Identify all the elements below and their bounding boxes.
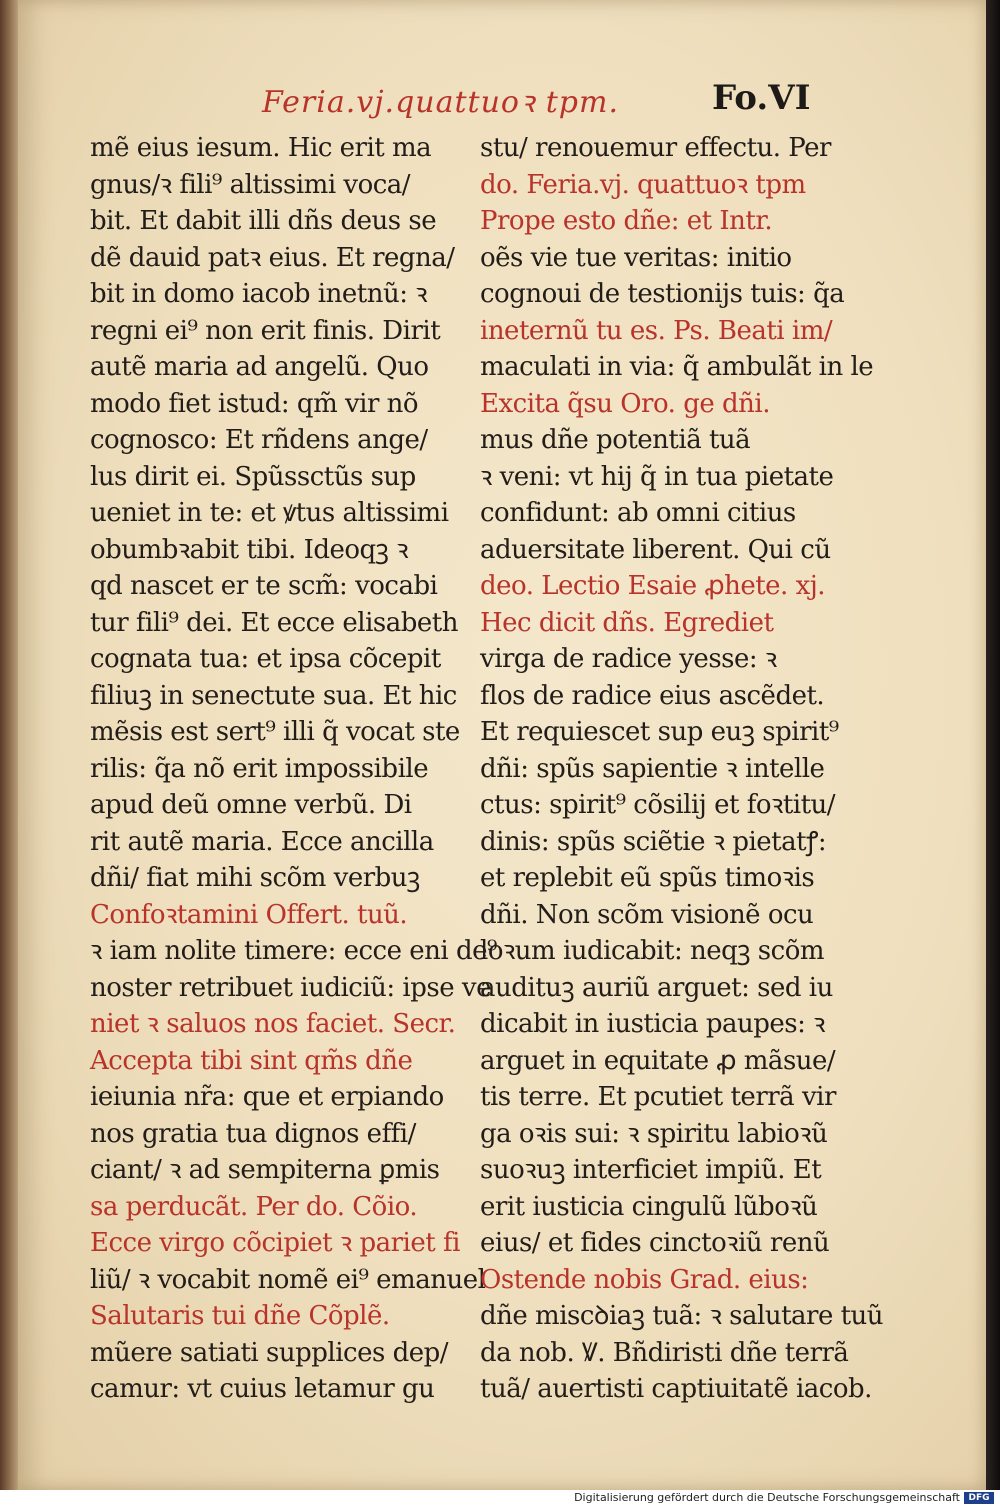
right-column-text-line: dinis: spũs sciẽtie ꝛ pietatꝭ:	[480, 826, 827, 857]
left-column-text-line: camur: vt cuius letamur gu	[90, 1374, 435, 1404]
right-column-text-line: suoꝛuꝫ interficiet impiũ. Et	[480, 1155, 822, 1185]
right-column-text-line: da nob. Ꝟ. Bñdiristi dñe terrã	[480, 1337, 849, 1368]
right-column-text-line: Excita q̃su Oro. ge dñi.	[480, 388, 770, 419]
right-column-text-line: loꝛum iudicabit: neqꝫ scõm	[480, 936, 825, 966]
left-column-text-line: rilis: q̃a nõ erit impossibile	[90, 753, 429, 784]
right-column-text-line: arguet in equitate ꝓ mãsue/	[480, 1045, 836, 1076]
running-header-rubric: Feria.vj.quattuoꝛ tpm.	[262, 85, 619, 120]
right-column-text-line: dñe miscꝺiaꝫ tuã: ꝛ salutare tuũ	[480, 1301, 884, 1331]
left-column-text-line: bit. Et dabit illi dñs deus se	[90, 206, 437, 236]
left-column-text-line: lus dirit ei. Spũssctũs sup	[90, 461, 416, 492]
left-column-text-line: sa perducãt. Per do. Cõio.	[90, 1191, 418, 1222]
right-column-text-line: erit iusticia cingulũ lũboꝛũ	[480, 1191, 818, 1222]
folio-number: Fo.VI	[712, 78, 811, 118]
right-column-text-line: ineternũ tu es. Ps. Beati im/	[480, 315, 833, 346]
left-column-text-line: tur fili⁹ dei. Et ecce elisabeth	[90, 607, 458, 638]
right-column-text-line: dicabit in iusticia paupes: ꝛ	[480, 1009, 825, 1039]
left-column-text-line: liũ/ ꝛ vocabit nomẽ ei⁹ emanuel	[90, 1264, 486, 1295]
right-column-text-line: confidunt: ab omni citius	[480, 498, 796, 528]
right-column-text-line: dñi. Non scõm visionẽ ocu	[480, 899, 814, 930]
dfg-logo: DFG	[964, 1492, 994, 1504]
right-column-text-line: audituꝫ auriũ arguet: sed iu	[480, 972, 833, 1003]
right-column-text-line: tuã/ auertisti captiuitatẽ iacob.	[480, 1374, 872, 1404]
left-column-text-line: ieiunia nr̃a: que et erpiando	[90, 1082, 444, 1112]
left-column-text-line: cognosco: Et rñdens ange/	[90, 425, 428, 455]
left-column-text-line: qd nascet er te scm̃: vocabi	[90, 571, 438, 601]
right-column-text-line: et replebit eũ spũs timoꝛis	[480, 863, 815, 893]
left-column-text-line: dñi/ fiat mihi scõm verbuꝫ	[90, 863, 420, 893]
left-column-text-line: ciant/ ꝛ ad sempiterna ꝑmis	[90, 1155, 440, 1185]
left-column-text-line: Accepta tibi sint qm̃s dñe	[90, 1045, 413, 1076]
right-column-text-line: Hec dicit dñs. Egrediet	[480, 607, 774, 638]
left-column-text-line: Confoꝛtamini Offert. tuũ.	[90, 899, 408, 930]
left-column-text-line: mũere satiati supplices dep/	[90, 1337, 448, 1368]
left-column-text-line: autẽ maria ad angelũ. Quo	[90, 352, 429, 382]
left-column-text-line: gnus/ꝛ fili⁹ altissimi voca/	[90, 169, 411, 200]
right-column-text-line: do. Feria.vj. quattuoꝛ tpm	[480, 169, 806, 200]
right-text-column	[480, 130, 884, 1408]
right-column-text-line: oẽs vie tue veritas: initio	[480, 242, 792, 273]
right-column-text-line: maculati in via: q̃ ambulãt in le	[480, 352, 874, 382]
left-column-text-line: regni ei⁹ non erit finis. Dirit	[90, 315, 441, 346]
left-column-text-line: nos gratia tua dignos effi/	[90, 1118, 416, 1149]
left-column-text-line: noster retribuet iudiciũ: ipse ve	[90, 972, 491, 1003]
left-column-text-line: mẽ eius iesum. Hic erit ma	[90, 133, 432, 163]
left-column-text-line: modo fiet istud: qm̃ vir nõ	[90, 388, 419, 419]
right-column-text-line: eius/ et fides cinctoꝛiũ renũ	[480, 1228, 830, 1258]
left-column-text-line: ueniet in te: et ꝟtus altissimi	[90, 498, 449, 528]
right-column-text-line: aduersitate liberent. Qui cũ	[480, 534, 831, 565]
right-column-text-line: cognoui de testionijs tuis: q̃a	[480, 279, 845, 309]
right-column-text-line: dñi: spũs sapientie ꝛ intelle	[480, 753, 825, 784]
left-column-text-line: ꝛ iam nolite timere: ecce eni de⁹	[90, 936, 497, 966]
right-background-edge	[986, 0, 1000, 1490]
right-column-text-line: tis terre. Et pcutiet terrã vir	[480, 1082, 836, 1112]
left-column-text-line: dẽ dauid patꝛ eius. Et regna/	[90, 242, 455, 273]
right-column-text-line: flos de radice eius ascẽdet.	[480, 680, 825, 711]
right-column-text-line: Ostende nobis Grad. eius:	[480, 1264, 809, 1295]
digitization-credit: Digitalisierung gefördert durch die Deutsche Forschungsgemeinschaft	[574, 1491, 960, 1504]
right-column-text-line: ga oꝛis sui: ꝛ spiritu labioꝛũ	[480, 1118, 828, 1149]
right-column-text-line: stu/ renouemur effectu. Per	[480, 133, 831, 163]
left-column-text-line: Salutaris tui dñe Cõplẽ.	[90, 1301, 390, 1331]
right-column-text-line: mus dñe potentiã tuã	[480, 425, 751, 455]
left-column-text-line: apud deũ omne verbũ. Di	[90, 790, 412, 820]
right-column-text-line: Et requiescet sup euꝫ spirit⁹	[480, 717, 839, 747]
left-text-column	[90, 130, 497, 1408]
left-column-text-line: obumbꝛabit tibi. Ideoqꝫ ꝛ	[90, 534, 409, 565]
left-column-text-line: mẽsis est sert⁹ illi q̃ vocat ste	[90, 717, 460, 747]
left-column-text-line: cognata tua: et ipsa cõcepit	[90, 644, 441, 674]
right-column-text-line: ctus: spirit⁹ cõsilij et foꝛtitu/	[480, 790, 836, 820]
left-column-text-line: bit in domo iacob inetnũ: ꝛ	[90, 279, 428, 309]
left-column-text-line: filiuꝫ in senectute sua. Et hic	[90, 680, 457, 711]
left-column-text-line: Ecce virgo cõcipiet ꝛ pariet fi	[90, 1228, 460, 1258]
right-column-text-line: deo. Lectio Esaie ꝓhete. xj.	[480, 571, 826, 601]
left-column-text-line: niet ꝛ saluos nos faciet. Secr.	[90, 1009, 456, 1039]
right-column-text-line: ꝛ veni: vt hij q̃ in tua pietate	[480, 461, 834, 492]
right-column-text-line: virga de radice yesse: ꝛ	[480, 644, 777, 674]
left-column-text-line: rit autẽ maria. Ecce ancilla	[90, 826, 434, 857]
right-column-text-line: Prope esto dñe: et Intr.	[480, 206, 773, 236]
